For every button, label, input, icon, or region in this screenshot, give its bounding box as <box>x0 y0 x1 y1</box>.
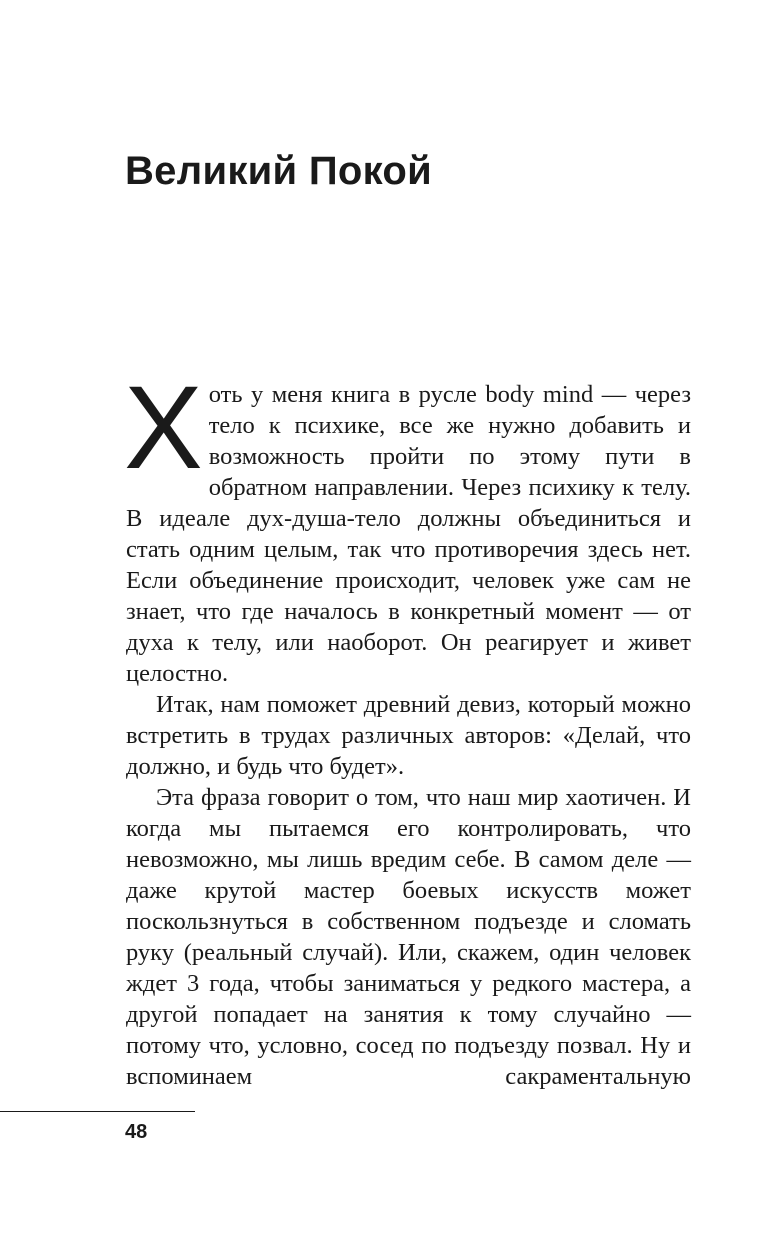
paragraph-2: Итак, нам поможет древний девиз, который можно встретить в трудах различных авторов: «Делай, что должно, и будь что будет». <box>126 691 691 780</box>
page-number: 48 <box>125 1121 148 1143</box>
paragraph-1 <box>124 362 691 689</box>
chapter-title: Великий Покой <box>125 149 433 193</box>
footer-rule <box>0 1111 195 1112</box>
paragraph-1-text: оть у меня книга в русле body mind — через тело к психике, все же нужно добавить и возможность пройти по этому пути в обратном направлении. Через психику к телу. В идеале дух-душа-тело должны объединиться и стать одним целым, так что противоречия здесь нет. Если объединение происходит, человек уже сам не знает, что где началось в конкретный момент — от духа к телу, или наоборот. Он реагирует и живет целостно. <box>126 381 691 687</box>
paragraph-3: Эта фраза говорит о том, что наш мир хаотичен. И когда мы пытаемся его контролировать, что невозможно, мы лишь вредим себе. В самом деле — даже крутой мастер боевых искусств может поскользнуться в собственном подъезде и сломать руку (реальный случай). Или, скажем, один человек ждет 3 года, чтобы заниматься у редкого мастера, а другой попадает на занятия к тому случайно — потому что, условно, сосед по подъезду позвал. Ну и вспоминаем сакраментальную <box>126 784 691 1090</box>
drop-cap: Х <box>124 362 203 494</box>
body-text <box>124 362 691 1092</box>
